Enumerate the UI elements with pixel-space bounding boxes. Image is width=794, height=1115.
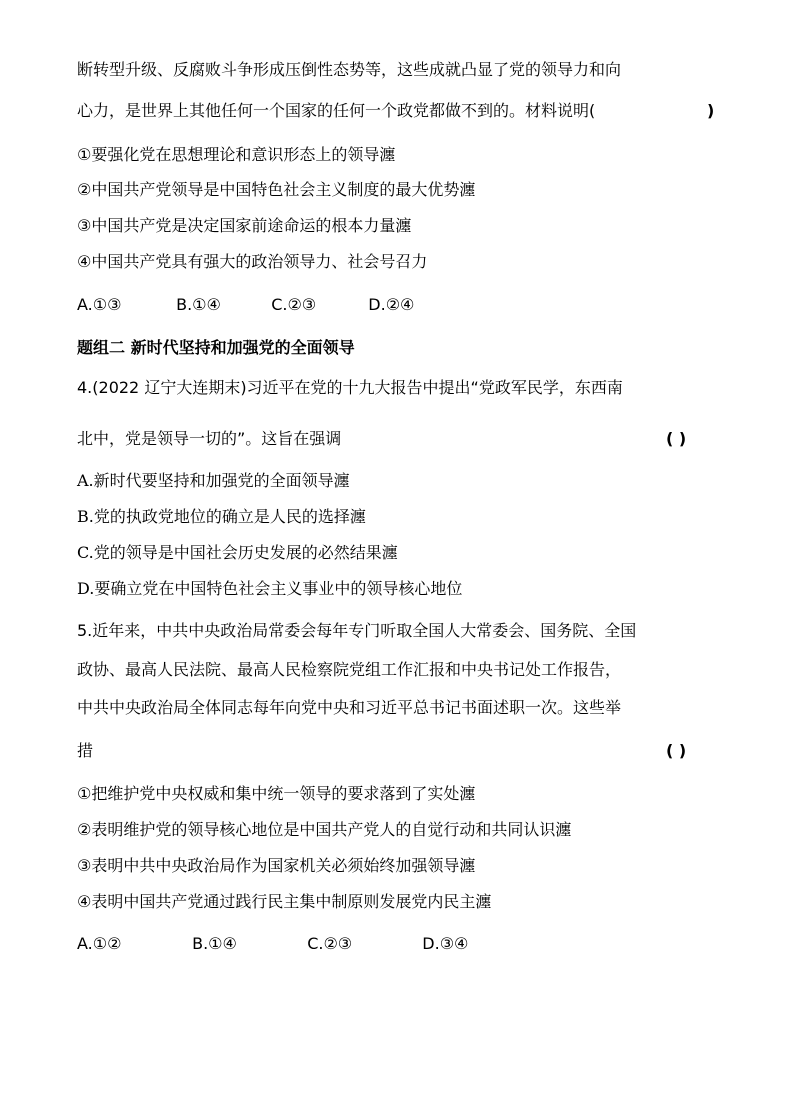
q4-text-line-1: 4.(2022 辽宁大连期末)习近平在党的十九大报告中提出“党政军民学，东西南: [77, 378, 623, 397]
q4-answer-paren: ( ): [666, 429, 687, 448]
q4-option-b: B.党的执政党地位的确立是人民的选择瀍: [77, 507, 366, 526]
q5-option-4: ④表明中国共产党通过践行民主集中制原则发展党内民主瀍: [77, 892, 492, 911]
q3-choices: [77, 295, 414, 315]
q3-option-4: ④中国共产党具有强大的政治领导力、社会号召力: [77, 252, 428, 271]
q5-text-line-2: 政协、最高人民法院、最高人民检察院党组工作汇报和中央书记处工作报告，: [77, 660, 622, 679]
q3-option-1: ①要强化党在思想理论和意识形态上的领导瀍: [77, 145, 396, 164]
q5-option-2: ②表明维护党的领导核心地位是中国共产党人的自觉行动和共同认识瀍: [77, 820, 572, 839]
q4-option-a: A.新时代要坚持和加强党的全面领导瀍: [77, 471, 350, 490]
q5-text-line-4: 措: [77, 741, 94, 760]
q3-text-line-1: 断转型升级、反腐败斗争形成压倒性态势等，这些成就凸显了党的领导力和向: [77, 60, 622, 79]
q3-choice-c: C.②③: [271, 295, 317, 314]
q4-option-c: C.党的领导是中国社会历史发展的必然结果瀍: [77, 543, 398, 562]
q5-choices: [77, 934, 468, 954]
q5-choice-b: B.①④: [192, 934, 237, 953]
q5-option-1: ①把维护党中央权威和集中统一领导的要求落到了实处瀍: [77, 784, 476, 803]
q4-text-line-2: 北中，党是领导一切的”。这旨在强调: [77, 429, 342, 448]
q5-option-3: ③表明中共中央政治局作为国家机关必须始终加强领导瀍: [77, 856, 476, 875]
q3-option-3: ③中国共产党是决定国家前途命运的根本力量瀍: [77, 216, 412, 235]
q3-text-line-2: 心力，是世界上其他任何一个国家的任何一个政党都做不到的。材料说明(: [77, 101, 596, 120]
q3-choice-a: A.①③: [77, 295, 122, 314]
q5-text-line-3: 中共中央政治局全体同志每年向党中央和习近平总书记书面述职一次。这些举: [77, 698, 622, 717]
q3-answer-paren-close: ): [707, 101, 715, 120]
q4-option-d: D.要确立党在中国特色社会主义事业中的领导核心地位: [77, 579, 463, 598]
q3-choice-b: B.①④: [176, 295, 221, 314]
q5-text-line-1: 5.近年来，中共中央政治局常委会每年专门听取全国人大常委会、国务院、全国: [77, 621, 637, 640]
q5-answer-paren: ( ): [666, 741, 687, 760]
group-heading: 题组二 新时代坚持和加强党的全面领导: [77, 338, 355, 357]
q5-choice-c: C.②③: [307, 934, 353, 953]
q3-choice-d: D.②④: [368, 295, 415, 314]
q5-choice-a: A.①②: [77, 934, 122, 953]
q5-choice-d: D.③④: [422, 934, 469, 953]
q3-option-2: ②中国共产党领导是中国特色社会主义制度的最大优势瀍: [77, 180, 476, 199]
